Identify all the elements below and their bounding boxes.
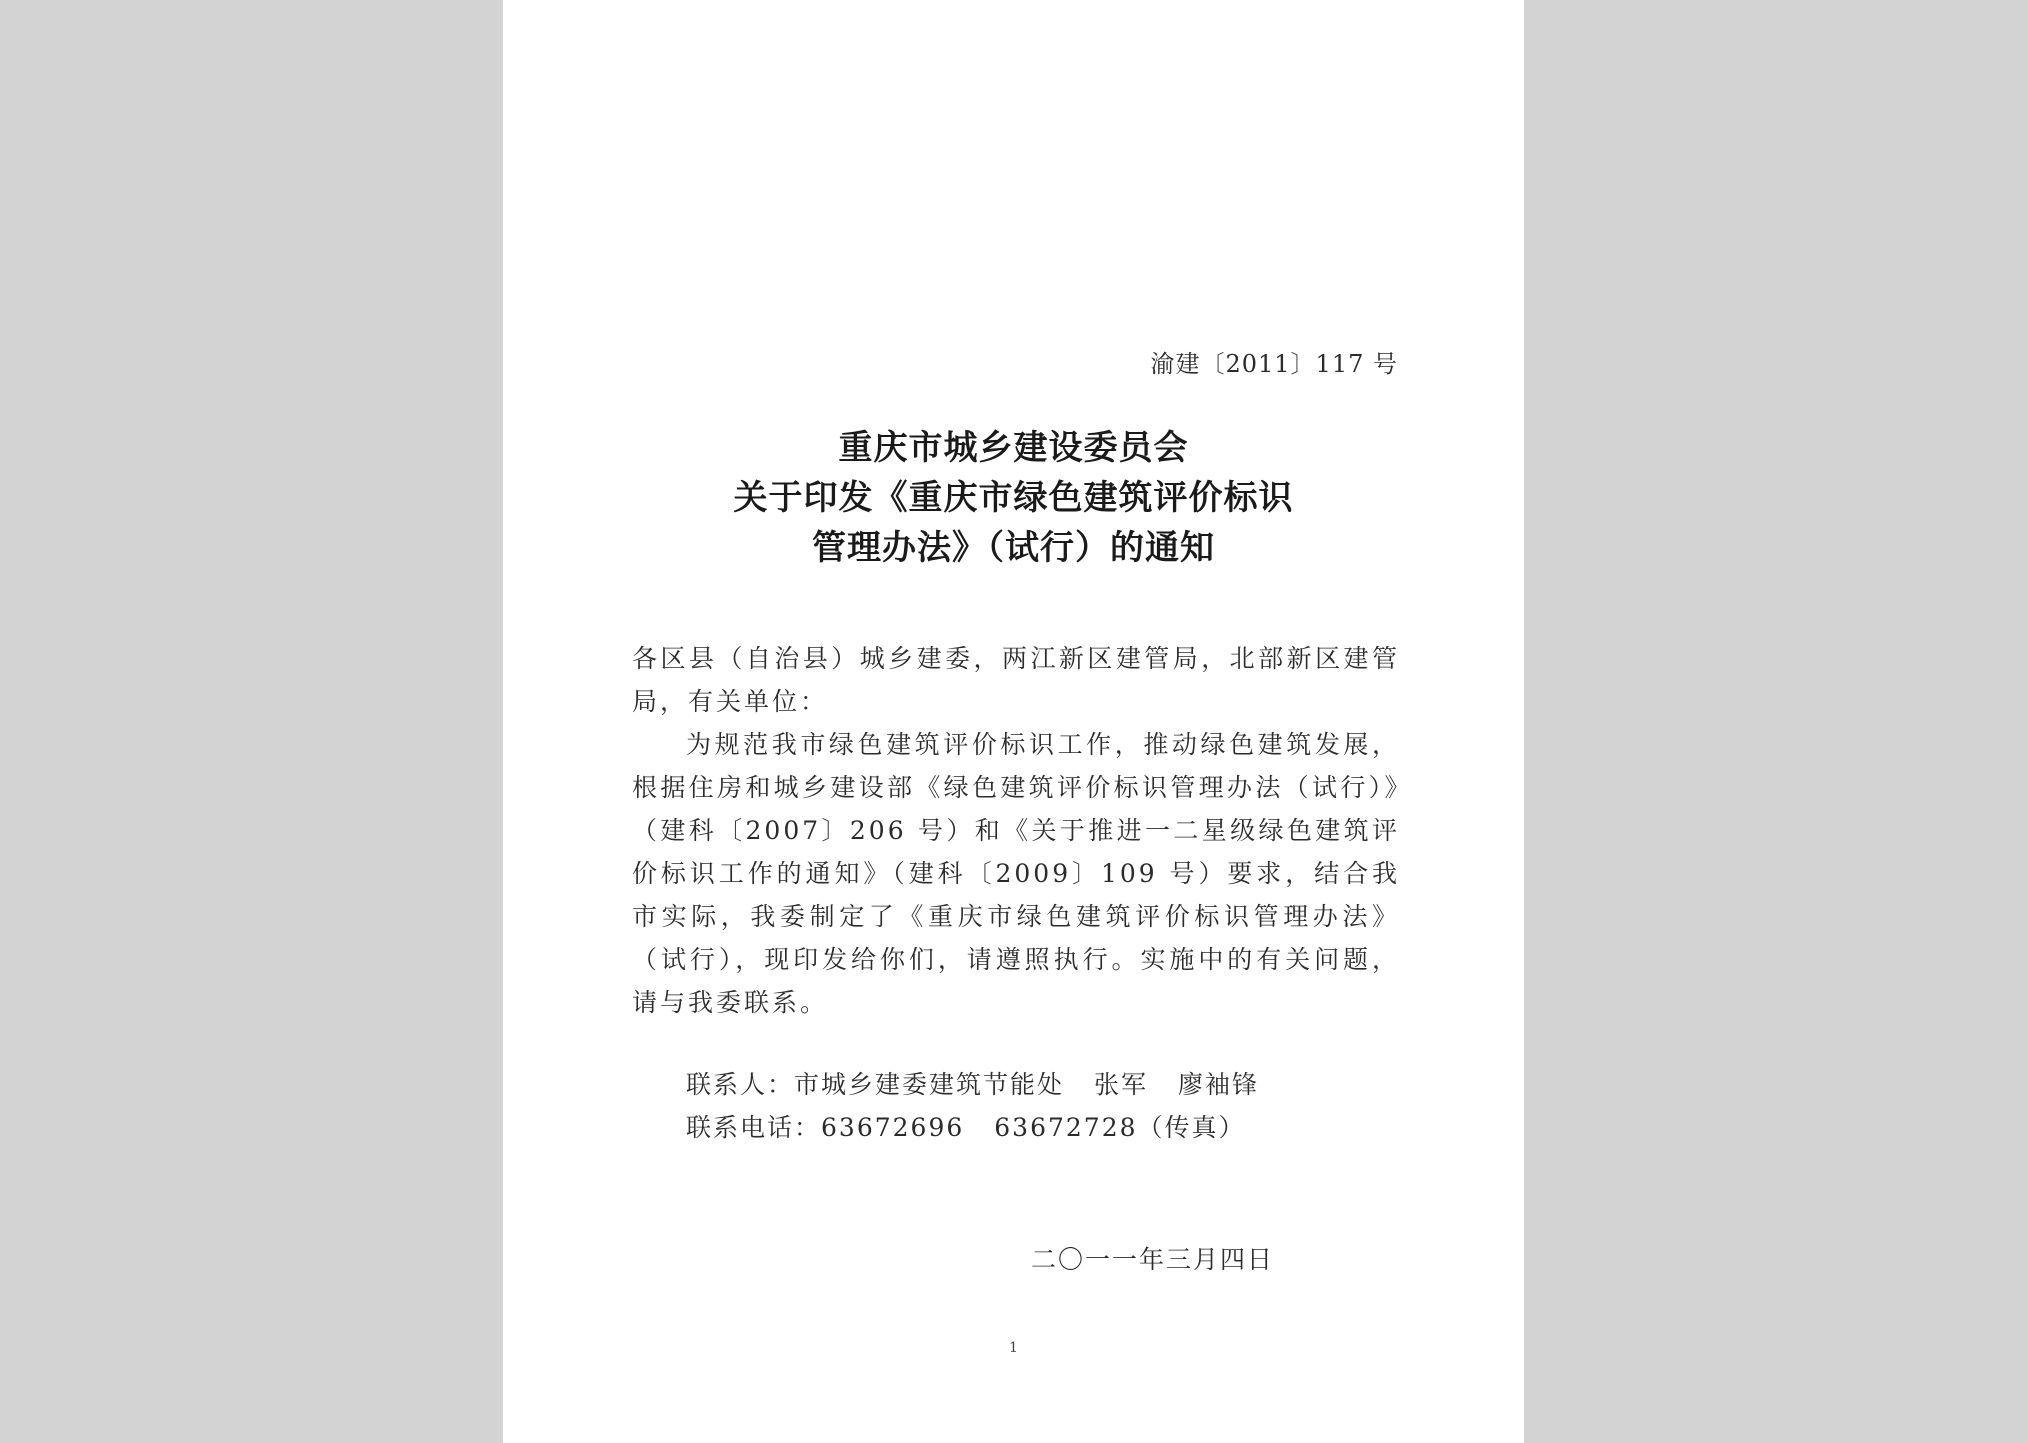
body-paragraph: 为规范我市绿色建筑评价标识工作，推动绿色建筑发展，根据住房和城乡建设部《绿色建筑评价标识管理办法（试行）》（建科〔2007〕206 号）和《关于推进一二星级绿色建筑评价标识工作的通知》（建科〔2009〕109 号）要求，结合我市实际，我委制定了《重庆市绿色建筑评价标识管理办法》（试行），现印发给你们，请遵照执行。实施中的有关问题，请与我委联系。 — [632, 730, 1400, 1017]
contact-person-label: 联系人： — [686, 1070, 795, 1099]
contact-phone-2: 63672728（传真） — [994, 1113, 1246, 1142]
document-page — [503, 0, 1524, 1443]
contact-block — [686, 1063, 1259, 1149]
contact-person-line — [686, 1063, 1259, 1106]
title-line-3: 管理办法》（试行）的通知 — [812, 528, 1215, 568]
title-line-2: 关于印发《重庆市绿色建筑评价标识 — [733, 478, 1294, 518]
document-body — [632, 637, 1400, 1024]
contact-phone-label: 联系电话： — [686, 1113, 822, 1142]
page-number: 1 — [1009, 1340, 1018, 1356]
contact-person-1: 张军 — [1094, 1070, 1149, 1099]
title-line-1: 重庆市城乡建设委员会 — [838, 428, 1189, 468]
document-number: 渝建〔2011〕117 号 — [1150, 350, 1398, 378]
contact-phone-line — [686, 1106, 1259, 1149]
contact-department: 市城乡建委建筑节能处 — [794, 1070, 1065, 1099]
document-title — [503, 423, 1524, 573]
issue-date: 二〇一一年三月四日 — [1031, 1245, 1275, 1274]
salutation: 各区县（自治县）城乡建委，两江新区建管局，北部新区建管局，有关单位： — [632, 644, 1400, 716]
contact-phone-1: 63672696 — [821, 1113, 965, 1142]
contact-person-2: 廖袖锋 — [1178, 1070, 1260, 1099]
